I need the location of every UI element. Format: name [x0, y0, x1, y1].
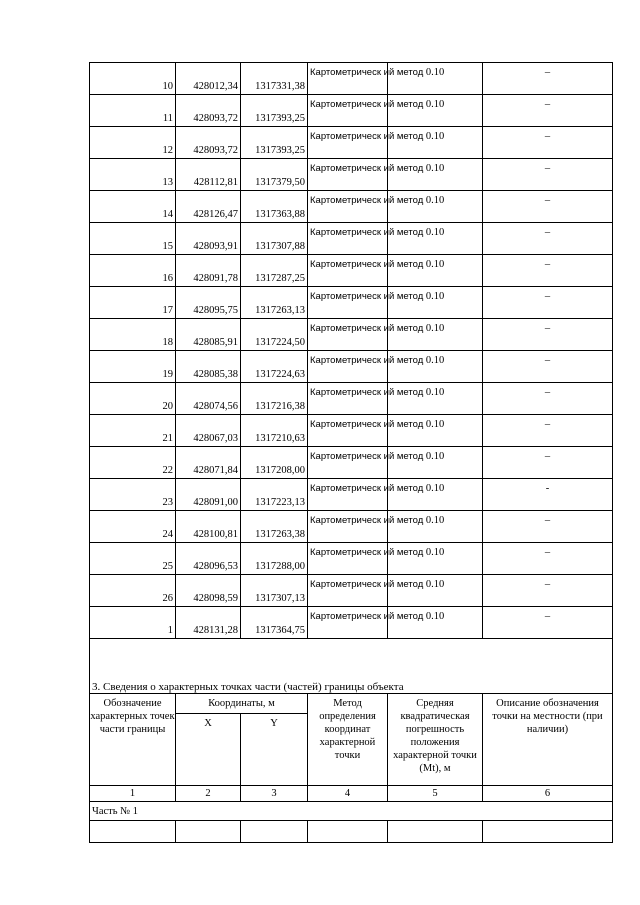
- accuracy-cell: 0.10: [425, 163, 445, 174]
- accuracy-cell: 0.10: [425, 579, 445, 590]
- section-spacer: [90, 639, 613, 680]
- coord-y: 1317393,25: [255, 113, 305, 124]
- table-row: [90, 159, 613, 191]
- accuracy-cell-cell: [388, 383, 483, 415]
- description-cell: –: [544, 515, 551, 526]
- method-cell: Картометрическ ий метод: [310, 67, 424, 78]
- point-number: 17: [162, 305, 173, 316]
- accuracy-cell-cell: [388, 95, 483, 127]
- point-number-cell: [90, 383, 176, 415]
- coord-x-cell: [176, 63, 241, 95]
- point-number-cell: [90, 511, 176, 543]
- coord-x-cell: [176, 447, 241, 479]
- description-cell-cell: [483, 447, 613, 479]
- coord-y-cell: [241, 319, 308, 351]
- coord-y-cell: [241, 63, 308, 95]
- coord-x-cell: [176, 543, 241, 575]
- coord-x: 428093,91: [193, 241, 238, 252]
- description-cell: –: [544, 131, 551, 142]
- table-row: [90, 511, 613, 543]
- accuracy-cell-cell: [388, 63, 483, 95]
- coord-x-cell: [176, 575, 241, 607]
- description-cell-cell: [483, 351, 613, 383]
- description-cell: –: [544, 99, 551, 110]
- accuracy-cell: 0.10: [425, 611, 445, 622]
- coord-y-cell: [241, 383, 308, 415]
- method-cell-cell: [308, 543, 424, 575]
- method-cell: Картометрическ ий метод: [310, 323, 424, 334]
- point-number-cell: [90, 319, 176, 351]
- point-number-cell: [90, 543, 176, 575]
- table-row: [90, 447, 613, 479]
- coord-y: 1317263,13: [255, 305, 305, 316]
- coord-y-cell: [241, 415, 308, 447]
- empty-row: [90, 821, 613, 843]
- accuracy-cell: 0.10: [425, 419, 445, 430]
- coord-x: 428071,84: [193, 465, 238, 476]
- coord-y-cell: [241, 95, 308, 127]
- point-number: 16: [162, 273, 173, 284]
- coord-x: 428074,56: [193, 401, 238, 412]
- coord-x: 428091,78: [193, 273, 238, 284]
- coord-x: 428131,28: [193, 625, 238, 636]
- table-row: [90, 383, 613, 415]
- description-cell-cell: [483, 511, 613, 543]
- column-number: 5: [388, 786, 483, 802]
- coord-y: 1317393,25: [255, 145, 305, 156]
- accuracy-cell: 0.10: [425, 195, 445, 206]
- point-number: 19: [162, 369, 173, 380]
- coord-y: 1317208,00: [255, 465, 305, 476]
- method-cell-cell: [308, 351, 424, 383]
- header-point-designation: Обозначение характерных точек части границы: [90, 694, 176, 786]
- coord-x-cell: [176, 479, 241, 511]
- method-cell-cell: [308, 479, 424, 511]
- accuracy-cell: 0.10: [425, 99, 445, 110]
- coord-x: 428095,75: [193, 305, 238, 316]
- coord-x-cell: [176, 223, 241, 255]
- table-row: [90, 319, 613, 351]
- empty-cell: [176, 821, 241, 843]
- coord-x: 428096,53: [193, 561, 238, 572]
- coord-y: 1317263,38: [255, 529, 305, 540]
- coord-y: 1317307,88: [255, 241, 305, 252]
- description-cell-cell: [483, 415, 613, 447]
- coord-y-cell: [241, 191, 308, 223]
- document-sheet: [89, 62, 612, 843]
- description-cell: –: [544, 291, 551, 302]
- point-number-cell: [90, 191, 176, 223]
- coord-y-cell: [241, 287, 308, 319]
- coord-x: 428067,03: [193, 433, 238, 444]
- method-cell: Картометрическ ий метод: [310, 579, 424, 590]
- coord-x-cell: [176, 511, 241, 543]
- table-row: [90, 287, 613, 319]
- method-cell: Картометрическ ий метод: [310, 515, 424, 526]
- point-number-cell: [90, 351, 176, 383]
- description-cell: -: [545, 483, 550, 494]
- table-row: [90, 127, 613, 159]
- part-row: [90, 802, 613, 821]
- method-cell-cell: [308, 383, 424, 415]
- description-cell-cell: [483, 63, 613, 95]
- method-cell-cell: [308, 127, 424, 159]
- column-number: 6: [483, 786, 613, 802]
- coord-y-cell: [241, 447, 308, 479]
- method-cell: Картометрическ ий метод: [310, 163, 424, 174]
- point-number-cell: [90, 127, 176, 159]
- empty-cell: [241, 821, 308, 843]
- description-cell: –: [544, 163, 551, 174]
- method-cell: Картометрическ ий метод: [310, 547, 424, 558]
- table-row: [90, 479, 613, 511]
- coord-x-cell: [176, 319, 241, 351]
- method-cell: Картометрическ ий метод: [310, 131, 424, 142]
- method-cell-cell: [308, 223, 424, 255]
- description-cell: –: [544, 227, 551, 238]
- method-cell-cell: [308, 255, 424, 287]
- accuracy-cell-cell: [388, 127, 483, 159]
- accuracy-cell-cell: [388, 575, 483, 607]
- description-cell-cell: [483, 127, 613, 159]
- description-cell: –: [544, 611, 551, 622]
- method-cell-cell: [308, 415, 424, 447]
- method-cell-cell: [308, 159, 424, 191]
- accuracy-cell-cell: [388, 543, 483, 575]
- section-3-title: 3. Сведения о характерных точках части (частей) границы объекта: [90, 679, 613, 694]
- method-cell-cell: [308, 319, 424, 351]
- coord-y: 1317223,13: [255, 497, 305, 508]
- table-row: [90, 351, 613, 383]
- coord-x: 428093,72: [193, 113, 238, 124]
- point-number: 20: [162, 401, 173, 412]
- column-numbers-row: [90, 786, 613, 802]
- accuracy-cell-cell: [388, 607, 483, 639]
- method-cell-cell: [308, 575, 424, 607]
- coord-y: 1317331,38: [255, 81, 305, 92]
- coord-x-cell: [176, 127, 241, 159]
- point-number: 15: [162, 241, 173, 252]
- coord-y-cell: [241, 159, 308, 191]
- point-number: 21: [162, 433, 173, 444]
- point-number: 26: [162, 593, 173, 604]
- coord-x: 428100,81: [193, 529, 238, 540]
- point-number: 18: [162, 337, 173, 348]
- description-cell: –: [544, 579, 551, 590]
- description-cell-cell: [483, 191, 613, 223]
- accuracy-cell-cell: [388, 255, 483, 287]
- point-number: 23: [162, 497, 173, 508]
- table-row: [90, 63, 613, 95]
- accuracy-cell: 0.10: [425, 131, 445, 142]
- description-cell-cell: [483, 479, 613, 511]
- header-method: Метод определения координат характерной точки: [308, 694, 388, 786]
- coord-x-cell: [176, 415, 241, 447]
- method-cell-cell: [308, 191, 424, 223]
- method-cell: Картометрическ ий метод: [310, 259, 424, 270]
- method-cell-cell: [308, 63, 424, 95]
- method-cell: Картометрическ ий метод: [310, 355, 424, 366]
- part-label: Часть № 1: [90, 802, 613, 821]
- point-number-cell: [90, 159, 176, 191]
- table-row: [90, 543, 613, 575]
- method-cell: Картометрическ ий метод: [310, 291, 424, 302]
- description-cell: –: [544, 67, 551, 78]
- table-row: [90, 223, 613, 255]
- description-cell: –: [544, 547, 551, 558]
- column-number: 1: [90, 786, 176, 802]
- point-number-cell: [90, 223, 176, 255]
- point-number-cell: [90, 479, 176, 511]
- table-row: [90, 255, 613, 287]
- method-cell-cell: [308, 287, 424, 319]
- coord-x: 428012,34: [193, 81, 238, 92]
- method-cell-cell: [308, 607, 424, 639]
- coord-y-cell: [241, 479, 308, 511]
- method-cell: Картометрическ ий метод: [310, 195, 424, 206]
- table-row: [90, 575, 613, 607]
- description-cell-cell: [483, 607, 613, 639]
- header-x: X: [176, 714, 241, 786]
- coord-y-cell: [241, 351, 308, 383]
- table-row: [90, 415, 613, 447]
- accuracy-cell-cell: [388, 191, 483, 223]
- coord-y: 1317379,50: [255, 177, 305, 188]
- coord-y-cell: [241, 127, 308, 159]
- coord-y: 1317287,25: [255, 273, 305, 284]
- accuracy-cell: 0.10: [425, 515, 445, 526]
- coord-y-cell: [241, 607, 308, 639]
- accuracy-cell: 0.10: [425, 323, 445, 334]
- coord-x: 428085,38: [193, 369, 238, 380]
- accuracy-cell: 0.10: [425, 67, 445, 78]
- description-cell: –: [544, 195, 551, 206]
- point-number: 11: [162, 113, 173, 124]
- table-row: [90, 95, 613, 127]
- header-y: Y: [241, 714, 308, 786]
- method-cell: Картометрическ ий метод: [310, 99, 424, 110]
- point-number-cell: [90, 607, 176, 639]
- description-cell: –: [544, 259, 551, 270]
- description-cell-cell: [483, 319, 613, 351]
- accuracy-cell-cell: [388, 511, 483, 543]
- coord-x: 428126,47: [193, 209, 238, 220]
- boundary-points-table: [89, 62, 613, 843]
- description-cell-cell: [483, 543, 613, 575]
- empty-cell: [90, 821, 176, 843]
- method-cell: Картометрическ ий метод: [310, 387, 424, 398]
- point-number: 13: [162, 177, 173, 188]
- method-cell: Картометрическ ий метод: [310, 227, 424, 238]
- accuracy-cell: 0.10: [425, 227, 445, 238]
- coord-x-cell: [176, 159, 241, 191]
- coord-x-cell: [176, 255, 241, 287]
- description-cell-cell: [483, 383, 613, 415]
- point-number-cell: [90, 63, 176, 95]
- description-cell-cell: [483, 95, 613, 127]
- point-number: 12: [162, 145, 173, 156]
- accuracy-cell-cell: [388, 415, 483, 447]
- coord-y: 1317364,75: [255, 625, 305, 636]
- accuracy-cell-cell: [388, 223, 483, 255]
- header-coordinates: Координаты, м: [176, 694, 308, 714]
- description-cell-cell: [483, 255, 613, 287]
- accuracy-cell: 0.10: [425, 291, 445, 302]
- description-cell: –: [544, 355, 551, 366]
- accuracy-cell: 0.10: [425, 355, 445, 366]
- method-cell: Картометрическ ий метод: [310, 611, 424, 622]
- table-row: [90, 191, 613, 223]
- coord-y: 1317210,63: [255, 433, 305, 444]
- column-number: 4: [308, 786, 388, 802]
- column-number: 2: [176, 786, 241, 802]
- header-accuracy: Средняя квадратическая погрешность положения характерной точки (Mt), м: [388, 694, 483, 786]
- section-3-header-row: [90, 694, 613, 714]
- coord-x: 428093,72: [193, 145, 238, 156]
- accuracy-cell: 0.10: [425, 259, 445, 270]
- description-cell: –: [544, 451, 551, 462]
- accuracy-cell: 0.10: [425, 387, 445, 398]
- header-description: Описание обозначения точки на местности (при наличии): [483, 694, 613, 786]
- point-number: 22: [162, 465, 173, 476]
- description-cell-cell: [483, 159, 613, 191]
- section-3-title-row: [90, 679, 613, 694]
- coord-y-cell: [241, 543, 308, 575]
- point-number: 24: [162, 529, 173, 540]
- method-cell-cell: [308, 95, 424, 127]
- point-number-cell: [90, 575, 176, 607]
- coord-x: 428091,00: [193, 497, 238, 508]
- point-number-cell: [90, 95, 176, 127]
- coord-y-cell: [241, 575, 308, 607]
- coord-y-cell: [241, 223, 308, 255]
- accuracy-cell-cell: [388, 287, 483, 319]
- coord-x-cell: [176, 191, 241, 223]
- description-cell: –: [544, 419, 551, 430]
- table-row: [90, 607, 613, 639]
- point-number: 10: [162, 81, 173, 92]
- empty-cell: [483, 821, 613, 843]
- point-number-cell: [90, 415, 176, 447]
- coord-y: 1317288,00: [255, 561, 305, 572]
- coord-x: 428112,81: [193, 177, 238, 188]
- point-number-cell: [90, 287, 176, 319]
- coord-x: 428098,59: [193, 593, 238, 604]
- coord-y-cell: [241, 511, 308, 543]
- column-number: 3: [241, 786, 308, 802]
- description-cell-cell: [483, 575, 613, 607]
- point-number: 25: [162, 561, 173, 572]
- accuracy-cell-cell: [388, 479, 483, 511]
- point-number-cell: [90, 447, 176, 479]
- coord-x: 428085,91: [193, 337, 238, 348]
- accuracy-cell: 0.10: [425, 451, 445, 462]
- coord-y-cell: [241, 255, 308, 287]
- coord-y: 1317307,13: [255, 593, 305, 604]
- coord-x-cell: [176, 95, 241, 127]
- coord-x-cell: [176, 287, 241, 319]
- method-cell-cell: [308, 447, 424, 479]
- accuracy-cell-cell: [388, 319, 483, 351]
- method-cell: Картометрическ ий метод: [310, 419, 424, 430]
- method-cell: Картометрическ ий метод: [310, 451, 424, 462]
- point-number: 1: [167, 625, 173, 636]
- coord-y: 1317216,38: [255, 401, 305, 412]
- coord-x-cell: [176, 607, 241, 639]
- description-cell: –: [544, 387, 551, 398]
- empty-cell: [308, 821, 388, 843]
- coord-y: 1317224,50: [255, 337, 305, 348]
- point-number-cell: [90, 255, 176, 287]
- coord-x-cell: [176, 351, 241, 383]
- method-cell: Картометрическ ий метод: [310, 483, 424, 494]
- empty-cell: [388, 821, 483, 843]
- accuracy-cell-cell: [388, 447, 483, 479]
- coord-y: 1317224,63: [255, 369, 305, 380]
- description-cell: –: [544, 323, 551, 334]
- accuracy-cell: 0.10: [425, 547, 445, 558]
- accuracy-cell-cell: [388, 159, 483, 191]
- accuracy-cell-cell: [388, 351, 483, 383]
- points-rows: [90, 63, 613, 639]
- coord-y: 1317363,88: [255, 209, 305, 220]
- coord-x-cell: [176, 383, 241, 415]
- description-cell-cell: [483, 223, 613, 255]
- accuracy-cell: 0.10: [425, 483, 445, 494]
- method-cell-cell: [308, 511, 424, 543]
- point-number: 14: [162, 209, 173, 220]
- description-cell-cell: [483, 287, 613, 319]
